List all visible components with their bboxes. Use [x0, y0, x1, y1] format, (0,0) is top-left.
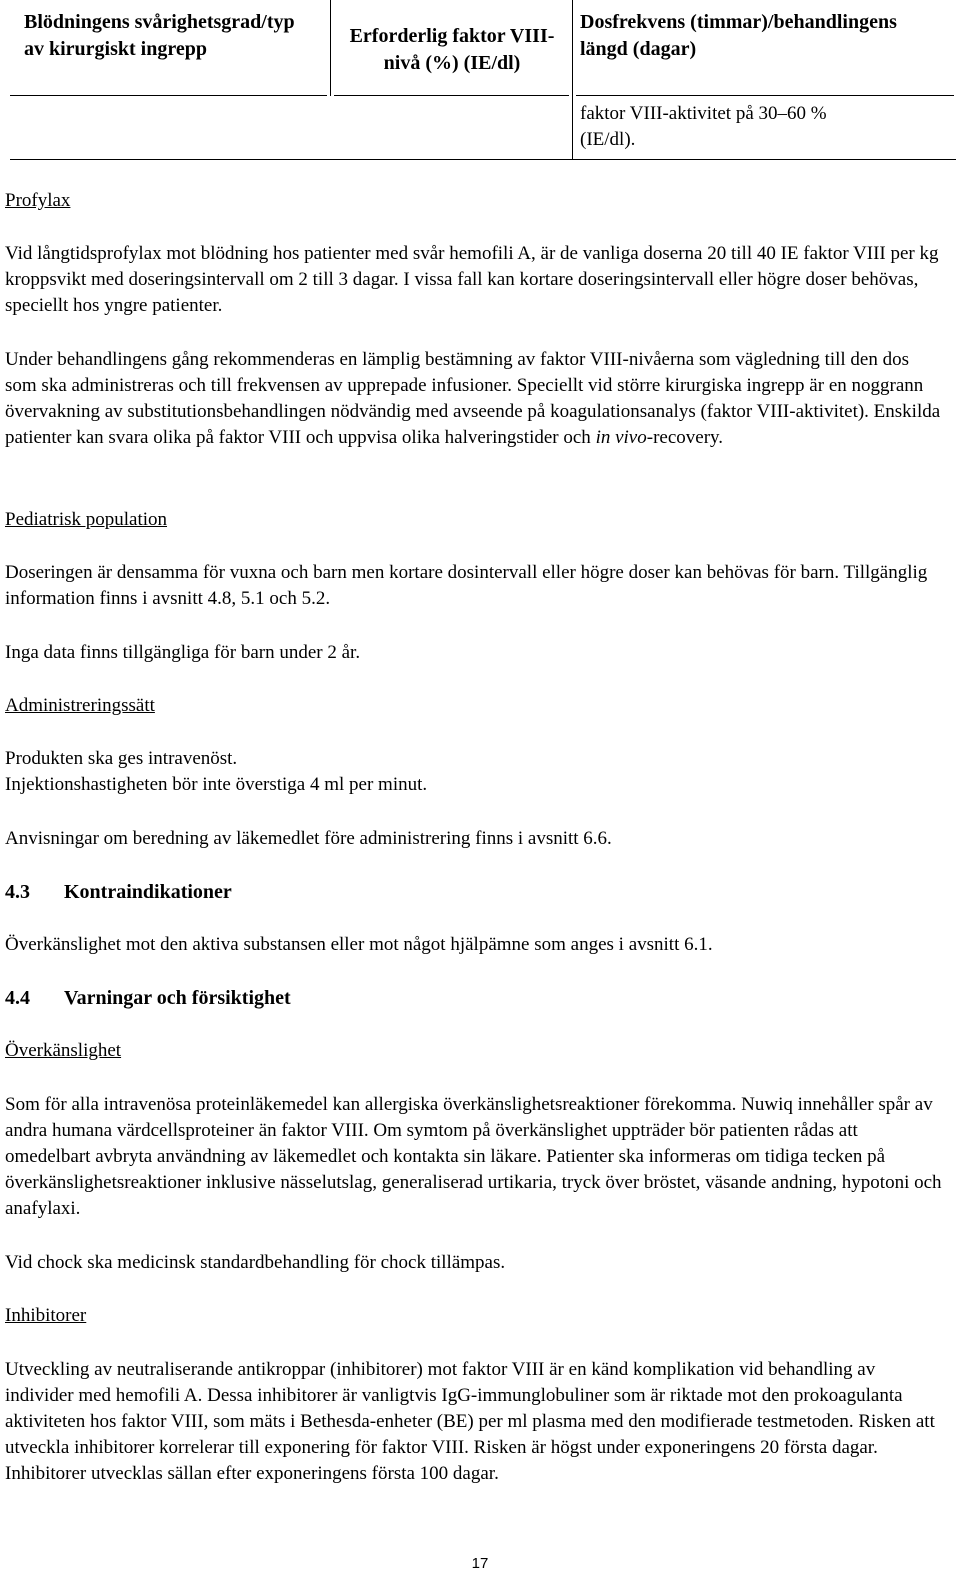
section-4-3-heading	[5, 879, 232, 905]
table-cell-col3: faktor VIII-aktivitet på 30–60 % (IE/dl).	[580, 103, 827, 150]
hypersensitivity-paragraph-2: Vid chock ska medicinsk standardbehandling för chock tillämpas.	[5, 1252, 506, 1273]
pediatric-heading: Pediatrisk population	[5, 509, 168, 530]
inhibitors-heading: Inhibitorer	[5, 1305, 87, 1326]
administration-paragraph-2: Anvisningar om beredning av läkemedlet före administrering finns i avsnitt 6.6.	[5, 828, 612, 849]
administration-heading: Administreringssätt	[5, 695, 155, 716]
table-bottom-rule	[10, 159, 956, 160]
section-4-3-number: 4.3	[5, 881, 30, 903]
profylax-heading: Profylax	[5, 190, 71, 211]
pediatric-paragraph-2: Inga data finns tillgängliga för barn under 2 år.	[5, 642, 361, 663]
profylax-p2-text: Under behandlingens gång rekommenderas en lämplig bestämning av faktor VIII-nivåerna som vägledning till den dos som ska administreras och till frekvensen av upprepade infusioner. Speciellt vid större kirurgiska ingrepp är en noggrann övervakning av substitutionsbehandlingen nödvändig med avseende på koagulationsanalys (faktor VIII-aktivitet). Enskilda patienter kan svara olika på faktor VIII och uppvisa olika halveringstider och	[5, 349, 941, 448]
section-4-4-number: 4.4	[5, 987, 30, 1009]
table-header-rule-3	[576, 95, 954, 96]
table-col-divider-2	[572, 0, 573, 160]
profylax-p2-end: -recovery.	[646, 427, 724, 448]
table-header-rule-1	[10, 95, 327, 96]
profylax-p2-italic: in vivo	[595, 427, 647, 448]
hypersensitivity-paragraph-1: Som för alla intravenösa proteinläkemedel kan allergiska överkänslighetsreaktioner förekomma. Nuwiq innehåller spår av andra humana värdcellsproteiner än faktor VIII. Om symtom på överkänslighet uppträder bör patienten rådas att omedelbart avbryta användning av läkemedlet och kontakta sin läkare. Patienter ska informeras om tidiga tecken på överkänslighetsreaktioner inklusive nässelutslag, generaliserad urtikaria, tryck över bröstet, väsande andning, hypotoni och anafylaxi.	[5, 1094, 942, 1219]
section-4-3-title: Kontraindikationer	[64, 881, 232, 903]
administration-line-2: Injektionshastigheten bör inte överstiga 4 ml per minut.	[5, 774, 428, 795]
table-header-col2: Erforderlig faktor VIII-nivå (%) (IE/dl)	[349, 25, 555, 74]
hypersensitivity-heading: Överkänslighet	[5, 1040, 122, 1061]
pediatric-paragraph-1: Doseringen är densamma för vuxna och barn men kortare dosintervall eller högre doser kan behövas för barn. Tillgänglig information finns i avsnitt 4.8, 5.1 och 5.2.	[5, 562, 928, 609]
section-4-4-title: Varningar och försiktighet	[64, 987, 291, 1009]
profylax-paragraph-1: Vid långtidsprofylax mot blödning hos patienter med svår hemofili A, är de vanliga doserna 20 till 40 IE faktor VIII per kg kroppsvikt med doseringsintervall om 2 till 3 dagar. I vissa fall kan kortare doseringsintervall eller högre doser behövas, speciellt hos yngre patienter.	[5, 243, 939, 316]
inhibitors-paragraph: Utveckling av neutraliserande antikroppar (inhibitorer) mot faktor VIII är en känd komplikation vid behandling av individer med hemofili A. Dessa inhibitorer är vanligtvis IgG-immunglobuliner som är riktade mot den prokoagulanta aktiviteten hos faktor VIII, som mäts i Bethesda-enheter (BE) per ml plasma med den modifierade testmetoden. Risken att utveckla inhibitorer korrelerar till exponering för faktor VIII. Risken är högst under exponeringens 20 första dagar. Inhibitorer utvecklas sällan efter exponeringens första 100 dagar.	[5, 1359, 935, 1484]
administration-line-1: Produkten ska ges intravenöst.	[5, 748, 238, 769]
table-col-divider-1	[330, 0, 331, 96]
profylax-paragraph-2	[5, 347, 945, 451]
section-4-4-heading	[5, 985, 291, 1011]
table-header-col1: Blödningens svårighetsgrad/typ av kirurgiskt ingrepp	[24, 11, 295, 60]
table-header-rule-2	[334, 95, 569, 96]
page-number: 17	[471, 1555, 489, 1572]
section-4-3-paragraph: Överkänslighet mot den aktiva substansen eller mot något hjälpämne som anges i avsnitt 6.1.	[5, 934, 713, 955]
table-header-col3: Dosfrekvens (timmar)/behandlingens längd (dagar)	[580, 11, 897, 60]
